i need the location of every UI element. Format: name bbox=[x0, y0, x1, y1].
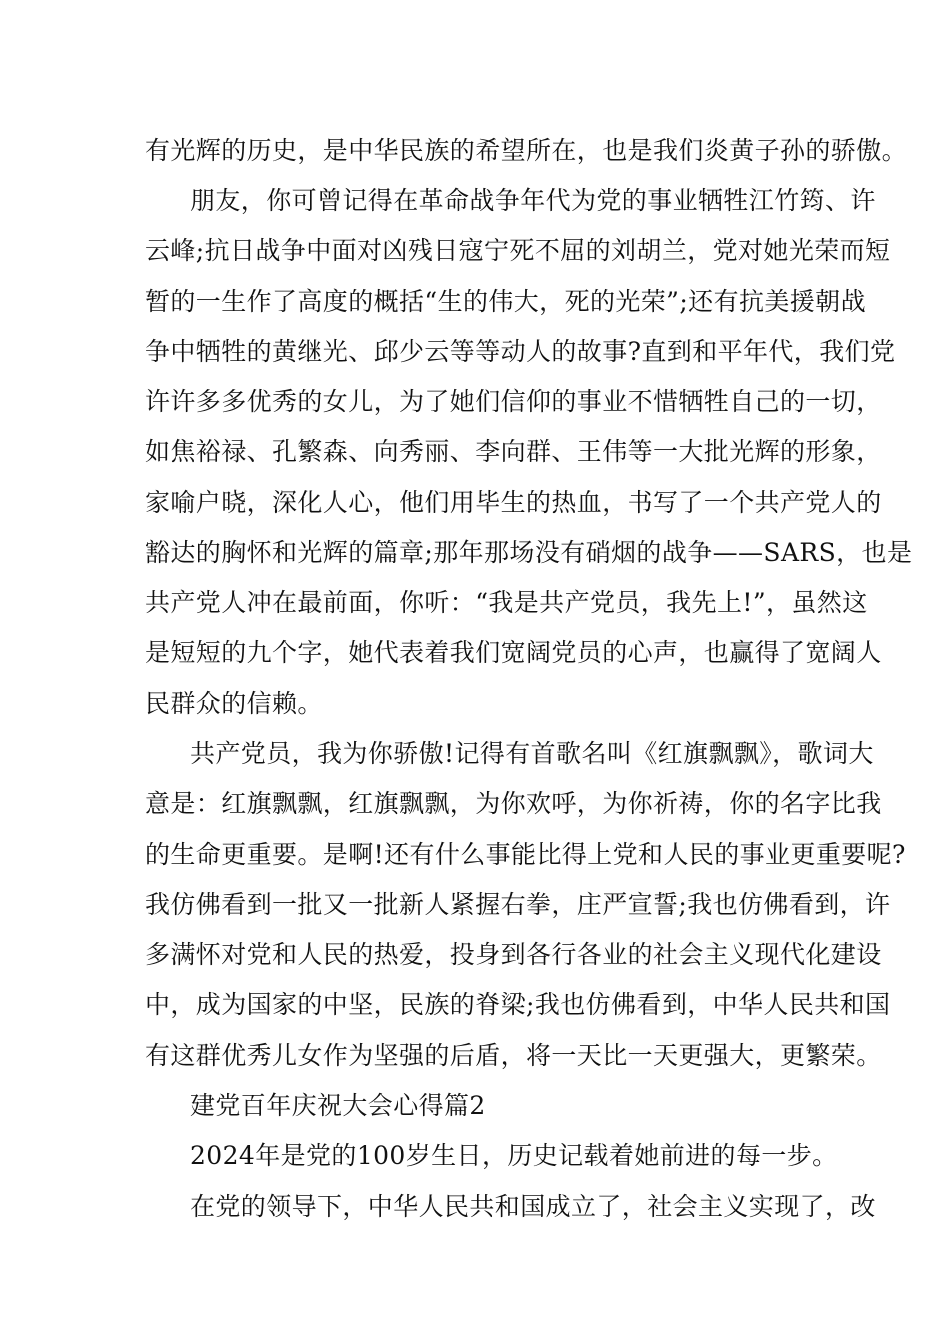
text-line: 如焦裕禄、孔繁森、向秀丽、李向群、王伟等一大批光辉的形象， bbox=[145, 437, 882, 466]
text-line: 是短短的九个字，她代表着我们宽阔党员的心声，也赢得了宽阔人 bbox=[145, 638, 882, 667]
text-line: 中，成为国家的中坚，民族的脊梁;我也仿佛看到，中华人民共和国 bbox=[145, 990, 891, 1019]
text-line: 云峰;抗日战争中面对凶残日寇宁死不屈的刘胡兰，党对她光荣而短 bbox=[145, 236, 891, 265]
paragraph-first-line: 朋友，你可曾记得在革命战争年代为党的事业牺牲江竹筠、许 bbox=[190, 186, 876, 215]
text-line: 豁达的胸怀和光辉的篇章;那年那场没有硝烟的战争——SARS，也是 bbox=[145, 538, 913, 567]
text-line: 有这群优秀儿女作为坚强的后盾，将一天比一天更强大，更繁荣。 bbox=[145, 1041, 882, 1070]
section-heading: 建党百年庆祝大会心得篇2 bbox=[190, 1091, 486, 1120]
text-line: 的生命更重要。是啊!还有什么事能比得上党和人民的事业更重要呢? bbox=[145, 840, 906, 869]
paragraph-first-line: 2024年是党的100岁生日，历史记载着她前进的每一步。 bbox=[190, 1141, 838, 1170]
text-line: 争中牺牲的黄继光、邱少云等等动人的故事?直到和平年代，我们党 bbox=[145, 337, 896, 366]
text-line: 许许多多优秀的女儿，为了她们信仰的事业不惜牺牲自己的一切， bbox=[145, 387, 882, 416]
text-line: 暂的一生作了高度的概括“生的伟大，死的光荣”;还有抗美援朝战 bbox=[145, 287, 866, 316]
text-line: 家喻户晓，深化人心，他们用毕生的热血，书写了一个共产党人的 bbox=[145, 488, 882, 517]
text-line: 多满怀对党和人民的热爱，投身到各行各业的社会主义现代化建设 bbox=[145, 940, 882, 969]
text-line: 我仿佛看到一批又一批新人紧握右拳，庄严宣誓;我也仿佛看到，许 bbox=[145, 890, 891, 919]
text-line: 意是：红旗飘飘，红旗飘飘，为你欢呼，为你祈祷，你的名字比我 bbox=[145, 789, 882, 818]
paragraph-first-line: 在党的领导下，中华人民共和国成立了，社会主义实现了，改 bbox=[190, 1192, 876, 1221]
paragraph-first-line: 共产党员，我为你骄傲!记得有首歌名叫《红旗飘飘》，歌词大 bbox=[190, 739, 874, 768]
text-line: 共产党人冲在最前面，你听：“我是共产党员，我先上!”，虽然这 bbox=[145, 588, 868, 617]
text-line: 民群众的信赖。 bbox=[145, 689, 323, 718]
text-line: 有光辉的历史，是中华民族的希望所在，也是我们炎黄子孙的骄傲。 bbox=[145, 136, 908, 165]
